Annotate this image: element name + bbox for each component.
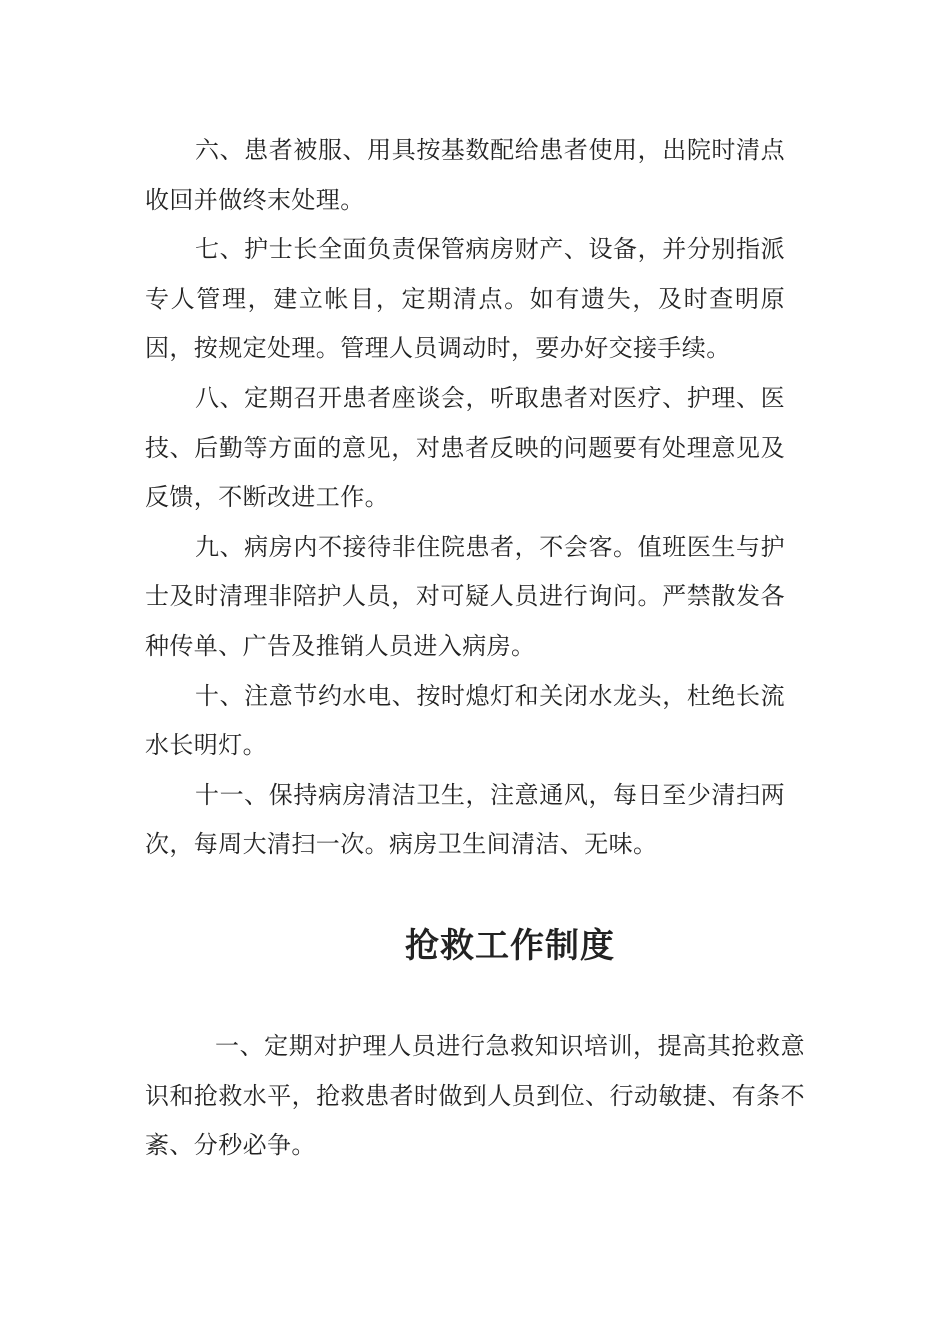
rescue-paragraph-1: 一、定期对护理人员进行急救知识培训，提高其抢救意识和抢救水平，抢救患者时做到人员到位、行动敏捷、有条不紊、分秒必争。	[145, 1032, 805, 1160]
rescue-rules-section	[145, 1022, 805, 1171]
rule-paragraph-11: 十一、保持病房清洁卫生，注意通风，每日至少清扫两次，每周大清扫一次。病房卫生间清洁、无味。	[145, 780, 785, 859]
rescue-section-title: 抢救工作制度	[405, 926, 615, 966]
rule-paragraph-10: 十、注意节约水电、按时熄灯和关闭水龙头，杜绝长流水长明灯。	[145, 681, 785, 760]
rule-paragraph-7: 七、护士长全面负责保管病房财产、设备，并分别指派专人管理，建立帐目，定期清点。如有遗失，及时查明原因，按规定处理。管理人员调动时，要办好交接手续。	[145, 235, 785, 363]
rule-paragraph-8: 八、定期召开患者座谈会，听取患者对医疗、护理、医技、后勤等方面的意见，对患者反映的问题要有处理意见及反馈，不断改进工作。	[145, 383, 785, 512]
rule-paragraph-9: 九、病房内不接待非住院患者，不会客。值班医生与护士及时清理非陪护人员，对可疑人员进行询问。严禁散发各种传单、广告及推销人员进入病房。	[145, 532, 785, 660]
ward-rules-section	[145, 126, 785, 870]
rule-paragraph-6: 六、患者被服、用具按基数配给患者使用，出院时清点收回并做终末处理。	[145, 136, 785, 214]
